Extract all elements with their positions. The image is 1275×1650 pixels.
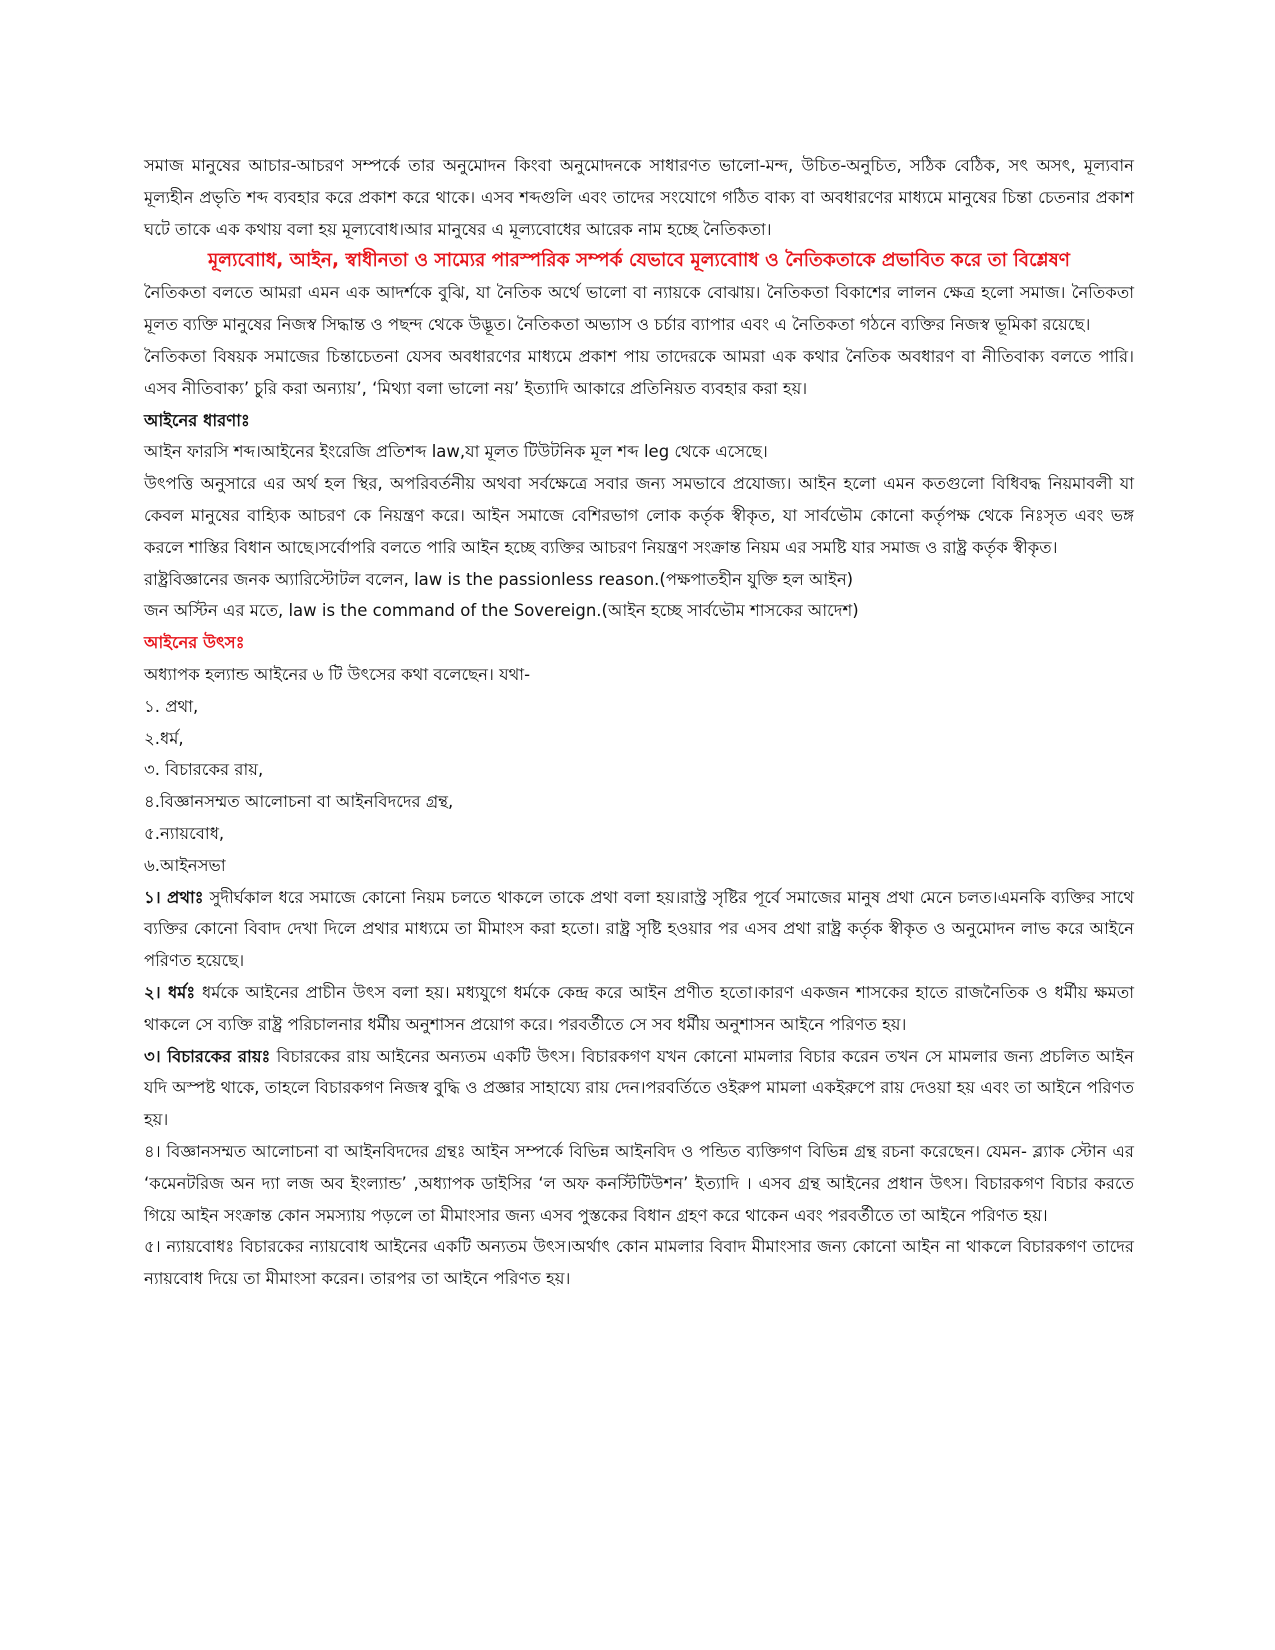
list-item: ৩. বিচারকের রায়, [144, 760, 264, 780]
list-item: ১. প্রথা, [144, 696, 199, 716]
document-page [144, 150, 1134, 1295]
list-item: ৫.ন্যায়বোধ, [144, 823, 225, 843]
source-1-text: সুদীর্ঘকাল ধরে সমাজে কোনো নিয়ম চলতে থাকলে তাকে প্রথা বলা হয়।রাস্ট্র সৃষ্টির পূর্বে সমাজের মানুষ প্রথা মেনে চলত।এমনকি ব্যক্তির সাথে ব্যক্তির কোনো বিবাদ দেখা দিলে প্রথার মাধ্যমে তা মীমাংস করা হতো। রাষ্ট্র সৃষ্টি হওয়ার পর এসব প্রথা রাষ্ট্র কর্তৃক স্বীকৃত ও অনুমোদন লাভ করে আইনে পরিণত হয়েছে। [144, 887, 1135, 971]
sources-intro: অধ্যাপক হল্যান্ড আইনের ৬ টি উৎসের কথা বলেছেন। যথা- [144, 664, 531, 684]
source-5-paragraph: ৫। ন্যায়বোধঃ বিচারকের ন্যায়বোধ আইনের একটি অন্যতম উৎস।অর্থাৎ কোন মামলার বিবাদ মীমাংসার জন্য কোনো আইন না থাকলে বিচারকগণ তাদের ন্যায়বোধ দিয়ে তা মীমাংসা করেন। তারপর তা আইনে পরিণত হয়। [144, 1237, 1134, 1289]
law-paragraph-3: রাষ্ট্রবিজ্ঞানের জনক অ্যারিস্টোটল বলেন, law is the passionless reason.(পক্ষপাতহীন যুক্তি হল আইন) [144, 569, 854, 589]
law-paragraph-1: আইন ফারসি শব্দ।আইনের ইংরেজি প্রতিশব্দ law,যা মূলত টিউটনিক মূল শব্দ leg থেকে এসেছে। [144, 442, 768, 462]
ethics-paragraph-2: নৈতিকতা বিষয়ক সমাজের চিন্তাচেতনা যেসব অবধারণের মাধ্যমে প্রকাশ পায় তাদেরকে আমরা এক কথার নৈতিক অবধারণ বা নীতিবাক্য বলতে পারি।এসব নীতিবাক্য’ চুরি করা অন্যায়’, ‘মিথ্যা বলা ভালো নয়’ ইত্যাদি আকারে প্রতিনিয়ত ব্যবহার করা হয়। [144, 346, 1134, 398]
source-4-paragraph: ৪। বিজ্ঞানসম্মত আলোচনা বা আইনবিদদের গ্রন্থঃ আইন সম্পর্কে বিভিন্ন আইনবিদ ও পন্ডিত ব্যক্তিগণ বিভিন্ন গ্রন্থ রচনা করেছেন। যেমন- ব্ল্যাক স্টোন এর ‘কমেনটরিজ অন দ্যা লজ অব ইংল্যান্ড’ ,অধ্যাপক ডাইসির ‘ল অফ কনস্টিটিউশন’ ইত্যাদি । এসব গ্রন্থ আইনের প্রধান উৎস। বিচারকগণ বিচার করতে গিয়ে আইন সংক্রান্ত কোন সমস্যায় পড়লে তা মীমাংসার জন্য এসব পুস্তকের বিধান গ্রহণ করে থাকেন এবং পরবর্তীতে তা আইনে পরিণত হয়। [144, 1141, 1134, 1225]
sources-heading: আইনের উৎসঃ [144, 633, 245, 653]
main-heading: মূল্যবাোধ, আইন, স্বাধীনতা ও সাম্যের পারস্পরিক সম্পর্ক যেভাবে মূল্যবাোধ ও নৈতিকতাকে প্রভাবিত করে তা বিশ্লেষণ [208, 250, 1070, 272]
source-2-title: ২। ধর্মঃ [144, 982, 196, 1002]
source-1-title: ১। প্রথাঃ [144, 887, 204, 907]
source-3-title: ৩। বিচারকের রায়ঃ [144, 1046, 271, 1066]
law-paragraph-4: জন অস্টিন এর মতে, law is the command of the Sovereign.(আইন হচ্ছে সার্বভৌম শাসকের আদেশ) [144, 601, 859, 621]
source-2-paragraph [144, 977, 1134, 1041]
list-item: ৬.আইনসভা [144, 855, 226, 875]
law-paragraph-2: উৎপত্তি অনুসারে এর অর্থ হল স্থির, অপরিবর্তনীয় অথবা সর্বক্ষেত্রে সবার জন্য সমভাবে প্রযোজ্য। আইন হলো এমন কতগুলো বিধিবদ্ধ নিয়মাবলী যা কেবল মানুষের বাহ্যিক আচরণ কে নিয়ন্ত্রণ করে। আইন সমাজে বেশিরভাগ লোক কর্তৃক স্বীকৃত, যা সার্বভৌম কোনো কর্তৃপক্ষ থেকে নিঃসৃত এবং ভঙ্গ করলে শাস্তির বিধান আছে।সর্বোপরি বলতে পারি আইন হচ্ছে ব্যক্তির আচরণ নিয়ন্ত্রণ সংক্রান্ত নিয়ম এর সমষ্টি যার সমাজ ও রাষ্ট্র কর্তৃক স্বীকৃত। [144, 474, 1134, 557]
source-2-text: ধর্মকে আইনের প্রাচীন উৎস বলা হয়। মধ্যযুগে ধর্মকে কেন্দ্র করে আইন প্রণীত হতো।কারণ একজন শাসকের হাতে রাজনৈতিক ও ধর্মীয় ক্ষমতা থাকলে সে ব্যক্তি রাষ্ট্র পরিচালনার ধর্মীয় অনুশাসন প্রয়োগ করে। পরবর্তীতে সে সব ধর্মীয় অনুশাসন আইনে পরিণত হয়। [144, 982, 1134, 1034]
law-concept-heading: আইনের ধারণাঃ [144, 410, 250, 430]
sources-list [144, 691, 1134, 882]
list-item: ৪.বিজ্ঞানসম্মত আলোচনা বা আইনবিদদের গ্রন্থ, [144, 792, 454, 812]
source-1-paragraph [144, 882, 1134, 977]
source-3-text: বিচারকের রায় আইনের অন্যতম একটি উৎস। বিচারকগণ যখন কোনো মামলার বিচার করেন তখন সে মামলার জন্য প্রচলিত আইন যদি অস্পষ্ট থাকে, তাহলে বিচারকগণ নিজস্ব বুদ্ধি ও প্রজ্ঞার সাহায্যে রায় দেন।পরবর্তিতে ওইরুপ মামলা একইরুপে রায় দেওয়া হয় এবং তা আইনে পরিণত হয়। [144, 1046, 1134, 1130]
ethics-paragraph-1: নৈতিকতা বলতে আমরা এমন এক আদর্শকে বুঝি, যা নৈতিক অর্থে ভালো বা ন্যায়কে বোঝায়। নৈতিকতা বিকাশের লালন ক্ষেত্র হলো সমাজ। নৈতিকতা মূলত ব্যক্তি মানুষের নিজস্ব সিদ্ধান্ত ও পছন্দ থেকে উদ্ভূত। নৈতিকতা অভ্যাস ও চর্চার ব্যাপার এবং এ নৈতিকতা গঠনে ব্যক্তির নিজস্ব ভূমিকা রয়েছে। [144, 283, 1134, 335]
list-item: ২.ধর্ম, [144, 728, 184, 748]
intro-paragraph: সমাজ মানুষের আচার-আচরণ সম্পর্কে তার অনুমোদন কিংবা অনুমোদনকে সাধারণত ভালো-মন্দ, উচিত-অনুচিত, সঠিক বেঠিক, সৎ অসৎ, মূল্যবান মূল্যহীন প্রভৃতি শব্দ ব্যবহার করে প্রকাশ করে থাকে। এসব শব্দগুলি এবং তাদের সংযোগে গঠিত বাক্য বা অবধারণের মাধ্যমে মানুষের চিন্তা চেতনার প্রকাশ ঘটে তাকে এক কথায় বলা হয় মূল্যবোধ।আর মানুষের এ মূল্যবোধের আরেক নাম হচ্ছে নৈতিকতা। [144, 156, 1134, 239]
source-3-paragraph [144, 1041, 1134, 1136]
